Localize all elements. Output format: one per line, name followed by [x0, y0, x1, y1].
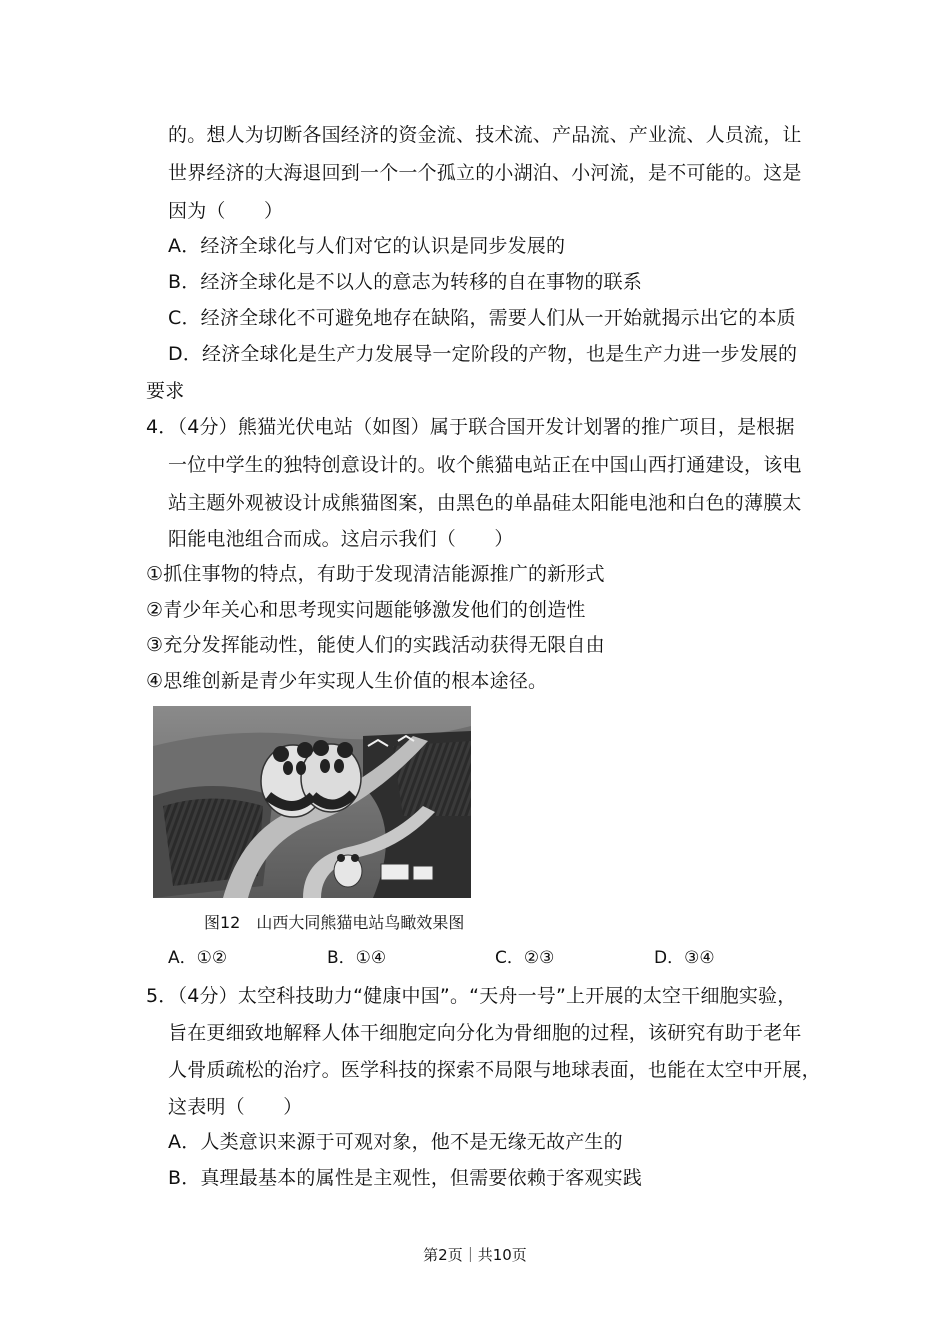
- q4-option-d: D．③④: [654, 948, 715, 968]
- q4-stem-line-4: 阳能电池组合而成。这启示我们（ ）: [168, 528, 514, 550]
- q3-text-line-3: 因为（ ）: [168, 200, 284, 222]
- q5-stem-line-4: 这表明（ ）: [168, 1096, 303, 1118]
- q4-stem-line-2: 一位中学生的独特创意设计的。收个熊猫电站正在中国山西打通建设，该电: [168, 454, 802, 476]
- q3-text-line-2: 世界经济的大海退回到一个一个孤立的小湖泊、小河流，是不可能的。这是: [168, 162, 802, 184]
- q3-text-line-1: 的。想人为切断各国经济的资金流、技术流、产品流、产业流、人员流，让: [168, 124, 802, 146]
- q3-option-b: B．经济全球化是不以人的意志为转移的自在事物的联系: [168, 271, 643, 293]
- q4-option-c: C．②③: [495, 948, 555, 968]
- q4-stem-line-3: 站主题外观被设计成熊猫图案，由黑色的单晶硅太阳能电池和白色的薄膜太: [168, 492, 802, 514]
- q4-stem-line-1: 4．（4分）熊猫光伏电站（如图）属于联合国开发计划署的推广项目，是根据: [146, 416, 795, 438]
- panda-power-station-photo: [153, 706, 471, 898]
- q4-option-a: A．①②: [168, 948, 228, 968]
- q3-option-d: D．经济全球化是生产力发展导一定阶段的产物，也是生产力进一步发展的: [168, 343, 798, 365]
- q5-stem-line-2: 旨在更细致地解释人体干细胞定向分化为骨细胞的过程，该研究有助于老年: [168, 1022, 802, 1044]
- q3-option-a: A．经济全球化与人们对它的认识是同步发展的: [168, 235, 566, 257]
- q5-option-b: B．真理最基本的属性是主观性，但需要依赖于客观实践: [168, 1167, 643, 1189]
- q3-option-c: C．经济全球化不可避免地存在缺陷，需要人们从一开始就揭示出它的本质: [168, 307, 796, 329]
- q4-statement-2: ②青少年关心和思考现实问题能够激发他们的创造性: [146, 599, 586, 621]
- q5-stem-line-3: 人骨质疏松的治疗。医学科技的探索不局限与地球表面，也能在太空中开展，: [168, 1059, 821, 1081]
- q4-statement-3: ③充分发挥能动性，能使人们的实践活动获得无限自由: [146, 634, 605, 656]
- q4-statement-4: ④思维创新是青少年实现人生价值的根本途径。: [146, 670, 548, 692]
- q5-stem-line-1: 5．（4分）太空科技助力“健康中国”。“天舟一号”上开展的太空干细胞实验，: [146, 985, 797, 1007]
- q5-option-a: A．人类意识来源于可观对象，他不是无缘无故产生的: [168, 1131, 623, 1153]
- page-footer: 第2页｜共10页: [423, 1246, 527, 1264]
- q4-option-b: B．①④: [327, 948, 387, 968]
- q3-option-d-cont: 要求: [146, 380, 185, 402]
- figure-caption: 图12 山西大同熊猫电站鸟瞰效果图: [204, 913, 465, 932]
- q4-statement-1: ①抓住事物的特点，有助于发现清洁能源推广的新形式: [146, 563, 605, 585]
